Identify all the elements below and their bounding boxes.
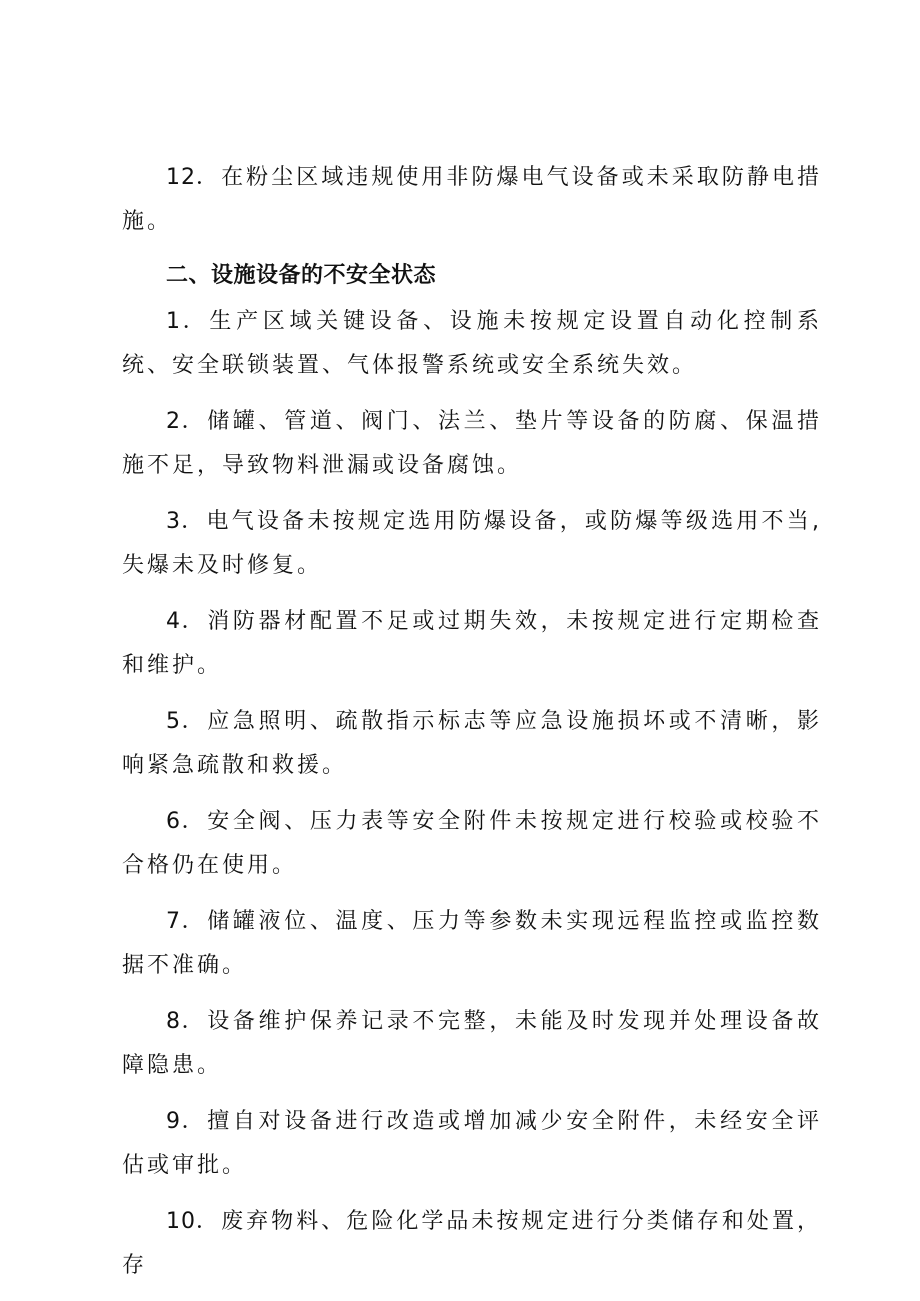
item-number: 4 xyxy=(166,609,181,634)
list-item-9 xyxy=(122,1100,822,1188)
item-number: 9 xyxy=(166,1109,181,1134)
item-text: ．在粉尘区域违规使用非防爆电气设备或未采取防静电措施。 xyxy=(122,165,822,234)
item-number: 3 xyxy=(166,509,181,534)
list-item-7 xyxy=(122,900,822,988)
list-item-3 xyxy=(122,500,822,588)
item-number: 10 xyxy=(166,1209,196,1234)
section-heading: 二、设施设备的不安全状态 xyxy=(166,263,437,288)
item-number: 7 xyxy=(166,909,181,934)
item-text: ．生产区域关键设备、设施未按规定设置自动化控制系统、安全联锁装置、气体报警系统或安全系统失效。 xyxy=(122,309,822,378)
item-number: 6 xyxy=(166,809,181,834)
list-item-6 xyxy=(122,800,822,888)
item-number: 5 xyxy=(166,709,181,734)
item-text: ．废弃物料、危险化学品未按规定进行分类储存和处置，存 xyxy=(122,1209,822,1278)
item-number: 8 xyxy=(166,1009,181,1034)
item-text: ．储罐、管道、阀门、法兰、垫片等设备的防腐、保温措施不足，导致物料泄漏或设备腐蚀。 xyxy=(122,409,822,478)
item-text: ．设备维护保养记录不完整，未能及时发现并处理设备故障隐患。 xyxy=(122,1009,822,1078)
item-number: 1 xyxy=(166,309,181,334)
list-item-5 xyxy=(122,700,822,788)
list-item-4 xyxy=(122,600,822,688)
list-item-8 xyxy=(122,1000,822,1088)
item-text: ．消防器材配置不足或过期失效，未按规定进行定期检查和维护。 xyxy=(122,609,822,678)
item-text: ．擅自对设备进行改造或增加减少安全附件，未经安全评估或审批。 xyxy=(122,1109,822,1178)
item-text: ．电气设备未按规定选用防爆设备，或防爆等级选用不当,失爆未及时修复。 xyxy=(122,509,822,578)
list-item-10 xyxy=(122,1200,822,1288)
list-item-2 xyxy=(122,400,822,488)
item-text: ．储罐液位、温度、压力等参数未实现远程监控或监控数据不准确。 xyxy=(122,909,822,978)
item-text: ．安全阀、压力表等安全附件未按规定进行校验或校验不合格仍在使用。 xyxy=(122,809,822,878)
document-body xyxy=(122,156,822,1300)
list-item-12 xyxy=(122,156,822,244)
item-number: 2 xyxy=(166,409,181,434)
item-text: ．应急照明、疏散指示标志等应急设施损坏或不清晰，影响紧急疏散和救援。 xyxy=(122,709,822,778)
item-number: 12 xyxy=(166,165,196,190)
list-item-1 xyxy=(122,300,822,388)
